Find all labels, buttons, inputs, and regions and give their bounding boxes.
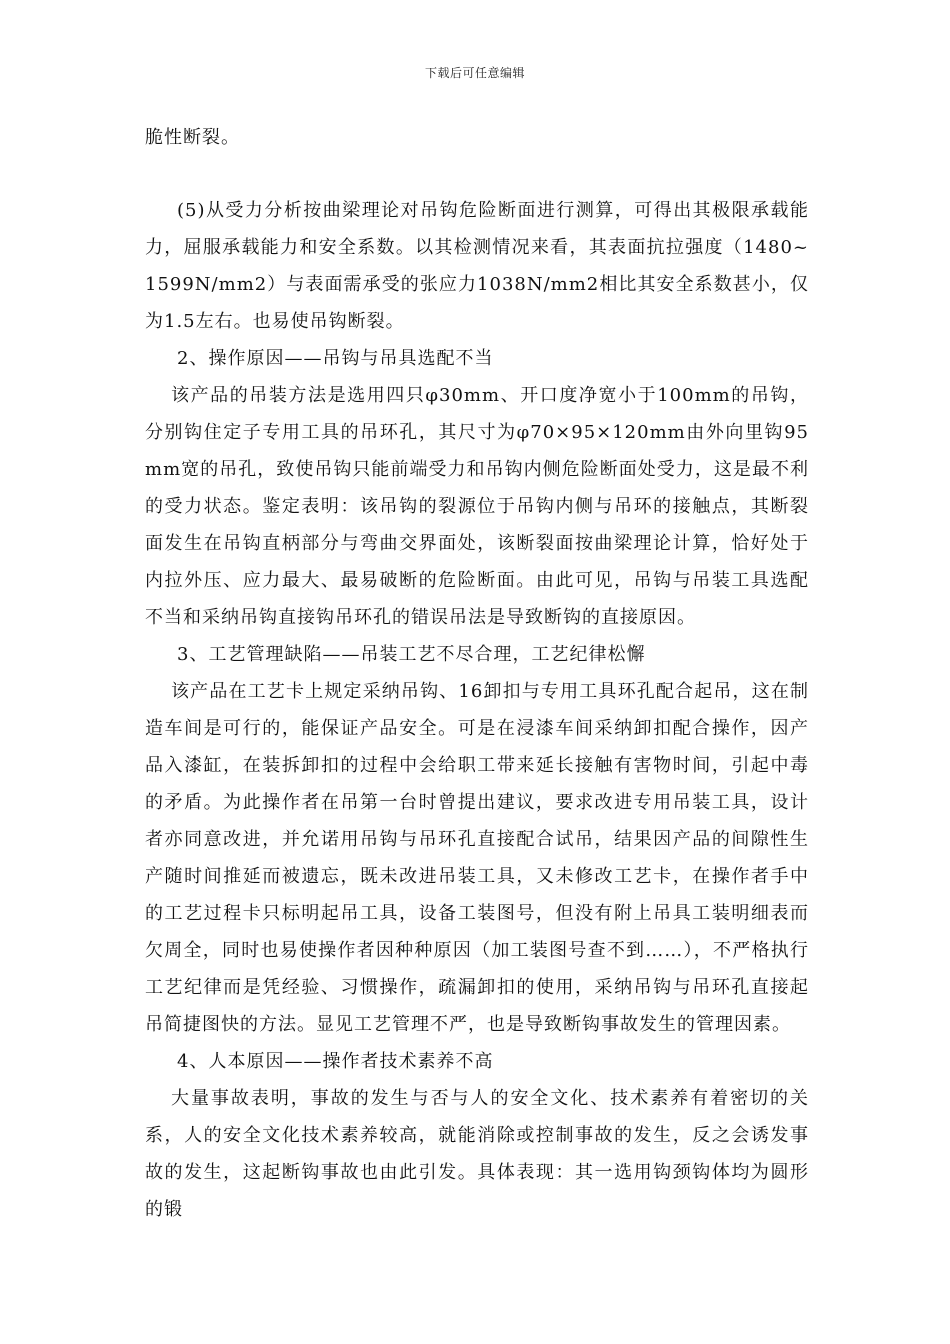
section-heading-process: 3、工艺管理缺陷——吊装工艺不尽合理，工艺纪律松懈: [177, 644, 646, 665]
paragraph-continuation: 脆性断裂。: [145, 127, 240, 148]
page-header: 下载后可任意编辑: [424, 66, 525, 80]
paragraph-operation: 该产品的吊装方法是选用四只φ30mm、开口度净宽小于100mm的吊钩，分别钩住定子专用工具的吊环孔，其尺寸为φ70×95×120mm由外向里钩95mm宽的吊孔，致使吊钩只能前端受力和吊钩内侧危险断面处受力，这是最不利的受力状态。鉴定表明：该吊钩的裂源位于吊钩内侧与吊环的接触点，其断裂面发生在吊钩直柄部分与弯曲交界面处，该断裂面按曲梁理论计算，恰好处于内拉外压、应力最大、最易破断的危险断面。由此可见，吊钩与吊装工具选配不当和采纳吊钩直接钩吊环孔的错误吊法是导致断钩的直接原因。: [145, 385, 809, 628]
section-heading-operation: 2、操作原因——吊钩与吊具选配不当: [177, 348, 494, 369]
section-heading-human: 4、人本原因——操作者技术素养不高: [177, 1051, 494, 1072]
paragraph-human: 大量事故表明，事故的发生与否与人的安全文化、技术素养有着密切的关系，人的安全文化技术素养较高，就能消除或控制事故的发生，反之会诱发事故的发生，这起断钩事故也由此引发。具体表现：其一选用钩颈钩体均为圆形的锻: [145, 1088, 809, 1220]
paragraph-stress-analysis: (5)从受力分析按曲梁理论对吊钩危险断面进行测算，可得出其极限承载能力，屈服承载能力和安全系数。以其检测情况来看，其表面抗拉强度（1480~1599N/mm2）与表面需承受的张应力1038N/mm2相比其安全系数甚小，仅为1.5左右。也易使吊钩断裂。: [145, 200, 809, 332]
document-body: [145, 119, 809, 1228]
paragraph-gap: [145, 156, 809, 192]
paragraph-process: 该产品在工艺卡上规定采纳吊钩、16卸扣与专用工具环孔配合起吊，这在制造车间是可行的，能保证产品安全。可是在浸漆车间采纳卸扣配合操作，因产品入漆缸，在装拆卸扣的过程中会给职工带来延长接触有害物时间，引起中毒的矛盾。为此操作者在吊第一台时曾提出建议，要求改进专用吊装工具，设计者亦同意改进，并允诺用吊钩与吊环孔直接配合试吊，结果因产品的间隙性生产随时间推延而被遗忘，既未改进吊装工具，又未修改工艺卡，在操作者手中的工艺过程卡只标明起吊工具，设备工装图号，但没有附上吊具工装明细表而欠周全，同时也易使操作者因种种原因（加工装图号查不到……），不严格执行工艺纪律而是凭经验、习惯操作，疏漏卸扣的使用，采纳吊钩与吊环孔直接起吊简捷图快的方法。显见工艺管理不严，也是导致断钩事故发生的管理因素。: [145, 681, 809, 1035]
